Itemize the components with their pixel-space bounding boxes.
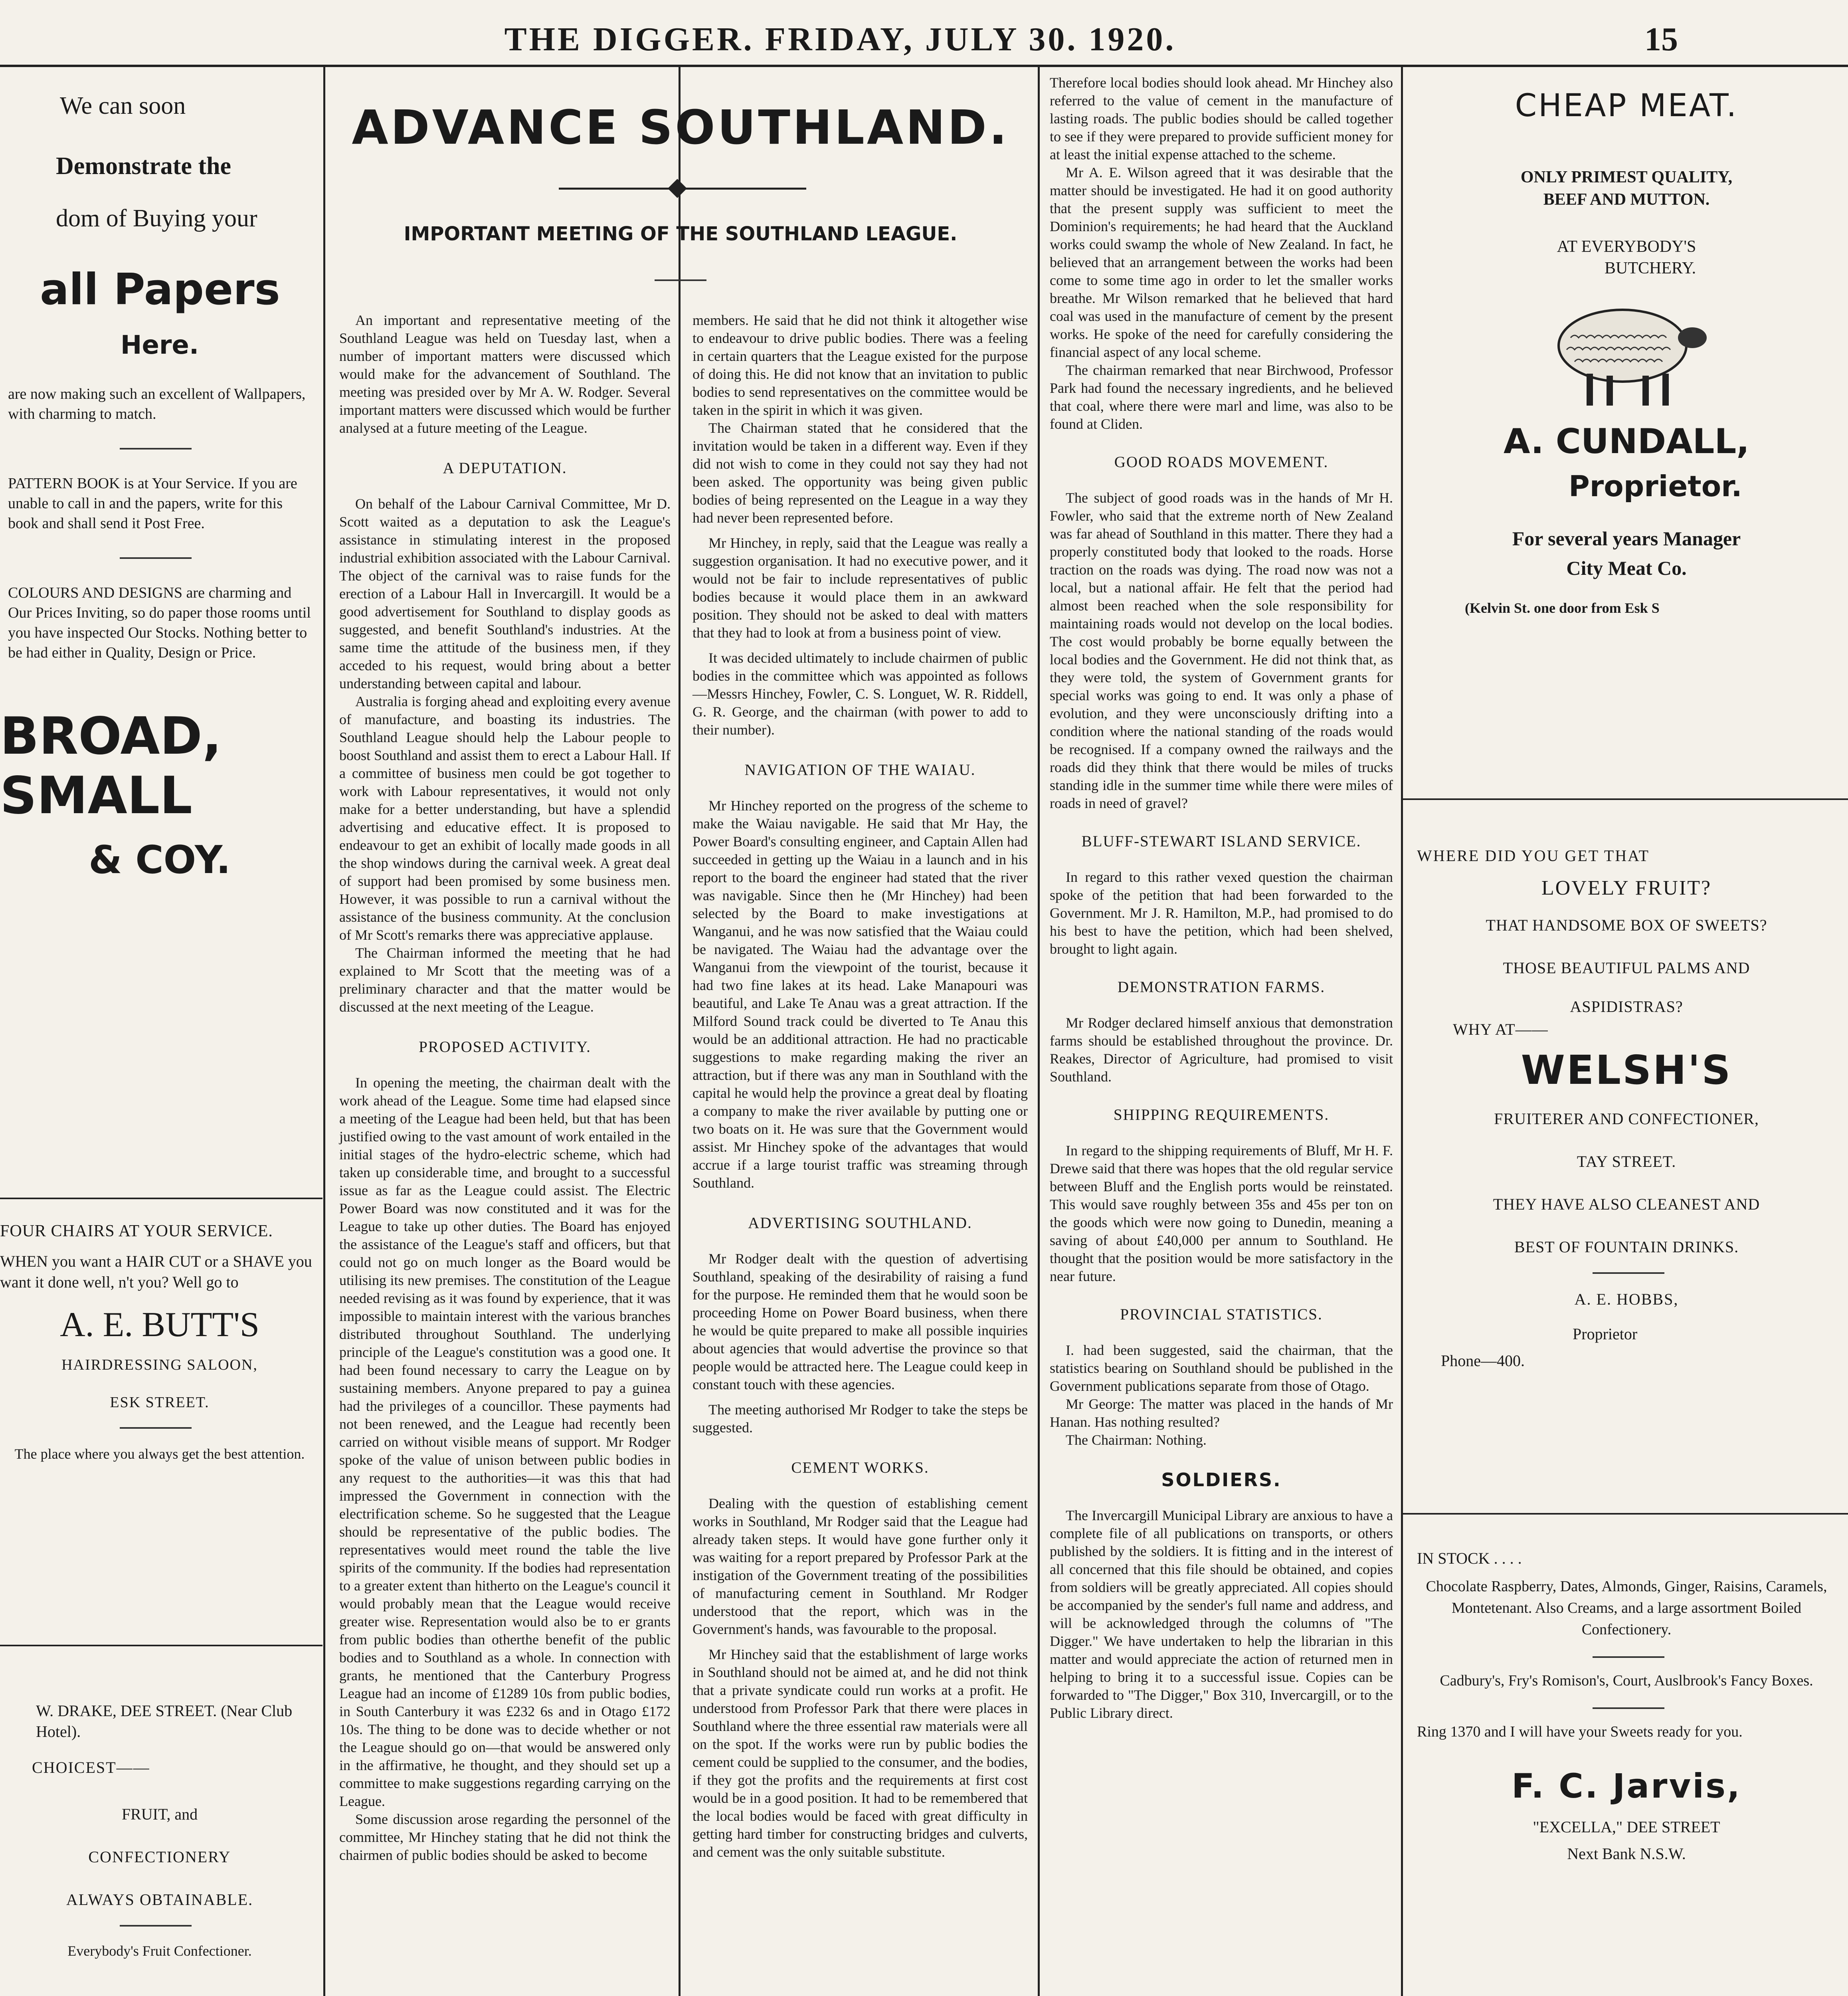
ad-line: ASPIDISTRAS? xyxy=(1570,998,1683,1016)
article-paragraph: The chairman remarked that near Birchwood, Professor Park had found the necessary ingredients, and he believed that coal, where there were marl and lime, was also to be found at Cliden. xyxy=(1050,362,1393,432)
article-paragraph: The Invercargill Municipal Library are anxious to have a complete file of all publications on transports, or others published by the soldiers. It is fitting and in the interest of all concerned that this file should be obtained, and copies from soldiers will be greatly appreciated. All copies should be accompanied by the sender's full name and address, and will be acknowledged through the columns of "The Digger." We have undertaken to help the librarian in this matter and would appreciate the action of returned men in helping to bring it to a successful issue. Copies can be forwarded to "The Digger," Box 310, Invercargill, or to the Public Library direct. xyxy=(1050,1507,1393,1721)
firm-name: BROAD, SMALL xyxy=(0,707,222,826)
sheep-illustration-icon xyxy=(1543,294,1710,410)
ad-line: We can soon xyxy=(60,92,186,119)
divider xyxy=(120,1925,192,1927)
business-name: WELSH'S xyxy=(1521,1047,1732,1093)
article-paragraph: The Chairman stated that he considered that the invitation would be taken in a different way. Even if they did not wish to come in they could not say they had not been asked. The opportunity was being given public bodies of being represented on the League in a way they had never been represented before. xyxy=(693,420,1028,526)
article-paragraph: members. He said that he did not think it altogether wise to endeavour to drive public bodies. There was a feeling in certain quarters that the League existed for the purpose of doing this. He did not know that an invitation to public bodies to send representatives on the committee would be taken in the spirit in which it was given. xyxy=(693,312,1028,418)
section-heading: BLUFF-STEWART ISLAND SERVICE. xyxy=(1081,833,1361,850)
ad-line: CHOICEST—— xyxy=(32,1758,150,1776)
ad-line: (Kelvin St. one door from Esk S xyxy=(1465,600,1660,616)
ad-line: AT EVERYBODY'S xyxy=(1557,238,1696,256)
masthead-title: THE DIGGER. FRIDAY, JULY 30. 1920. xyxy=(504,21,1176,58)
ad-line: dom of Buying your xyxy=(56,205,257,232)
ad-line: FRUITERER AND CONFECTIONER, xyxy=(1494,1110,1759,1128)
ad-paragraph: COLOURS AND DESIGNS are charming and Our Prices Inviting, so do paper those rooms until you have inspected Our Stocks. Nothing better to be had either in Quality, Design or Price. xyxy=(8,584,311,661)
article-paragraph: Dealing with the question of establishing cement works in Southland, Mr Rodger said that the League had already taken steps. It would have gone further only it was waiting for a report prepared by Professor Park at the instigation of the Government treating of the possibilities of manufacturing cement in Southland. Mr Rodger understood that the report, which was in the Government's hands, was favourable to the proposal. xyxy=(693,1495,1028,1637)
ad-line: Here. xyxy=(120,331,199,360)
ad-meat xyxy=(1409,88,1844,616)
article-paragraph: On behalf of the Labour Carnival Committee, Mr D. Scott waited as a deputation to ask the League's assistance in stimulating interest in the proposed industrial exhibition associated with the Labour Carnival. The object of the carnival was to raise funds for the erection of a Labour Hall in Invercargill. It would be a good advertisement for Southland to display goods as suggested, and benefit Southland's industries. At the same time the attitude of the business men, if they acceded to his request, would bring about a better understanding between capital and labour. xyxy=(339,496,671,691)
article-column-1 xyxy=(339,311,671,1864)
ad-paragraph: WHEN you want a HAIR CUT or a SHAVE you want it done well, n't you? Well go to xyxy=(0,1252,312,1291)
article-paragraph: In opening the meeting, the chairman dealt with the work ahead of the League. Some time had elapsed since a meeting of the League had been held, but that has been justified owing to the vast amount of work entailed in the initial stages of the hydro-electric scheme, which had taken up considerable time, and brought to a successful issue as far as the League could assist. The Electric Power Board was now constituted and it was for the League to take up other duties. The Board has enjoyed the assistance of the League's staff and officers, but that could not go on much longer as the Board would be utilising its new premises. The constitution of the League needed revising as it was found by experience, that it was impossible to maintain interest with the various branches distributed throughout Southland. The underlying principle of the League's constitution was a good one. It had been found necessary to carry the League on by sustaining members. Anyone prepared to pay a guinea had the privileges of a councillor. These payments had not been renewed, and the League had recently been carried on without visible means of support. Mr Rodger spoke of the value of unison between public bodies in any request to the authorities—it was this that had impressed the Government in connection with the electrification scheme. So he suggested that the League should be representative of the public bodies. The representatives would meet round the table the live spirits of the community. If the bodies had representation to a greater extent than hitherto on the League's council it would probably mean that the League would receive greater wise. Representation would also be to er grants from public bodies than otherthe benefit of the public bodies and to Southland as a whole. In connection with grants, he mentioned that the Canterbury Progress League had an income of £1289 10s from public bodies, in South Canterbury it was £232 6s and in Otago £172 10s. The thing to be done was to decide whether or not the League should go on—that would be answered only in the affirmative, he thought, and they should set up a committee to make suggestions regarding carrying on the League. xyxy=(339,1075,671,1809)
ad-line: Demonstrate the xyxy=(56,152,231,180)
ad-line: W. DRAKE, DEE STREET. (Near Club Hotel). xyxy=(36,1702,293,1741)
article-paragraph: The Chairman informed the meeting that he had explained to Mr Scott that the meeting was of a preliminary character and that the matter would be discussed at the next meeting of the League. xyxy=(339,945,671,1015)
section-heading: A DEPUTATION. xyxy=(443,459,567,477)
business-title: Proprietor. xyxy=(1569,469,1742,503)
article-paragraph: Some discussion arose regarding the personnel of the committee, Mr Hinchey stating that he did not think the chairmen of public bodies should be asked to become xyxy=(339,1811,671,1863)
article-paragraph: Mr Hinchey reported on the progress of the scheme to make the Waiau navigable. He said that Mr Hay, the Power Board's consulting engineer, and Captain Allen had succeeded in getting up the Waiau in a launch and in his report to the board the engineer had stated that the river was navigable. Since then he (Mr Hinchey) had been selected by the Board to make investigations at Wanganui, and he was now satisfied that the Waiau could be navigated. The Waiau had the advantage over the Wanganui from the viewpoint of the tourist, because it had two fine lakes at its head. Lake Manapouri was beautiful, and Lake Te Anau was a great attraction. If the Milford Sound track could be diverted to Te Anau this would be an additional attraction. He had no practicable suggestions to make regarding making the river an attraction, but if there was any man in Southland with the capital he would help the province a great deal by floating a company to make the river available by putting one or two boats on it. He was sure that the Government would assist. Mr Hinchey spoke of the advantages that would accrue if a large tourist traffic was streaming through Southland. xyxy=(693,798,1028,1191)
article-paragraph: Mr Rodger declared himself anxious that demonstration farms should be established throughout the province. Dr. Reakes, Director of Agriculture, had promised to visit Southland. xyxy=(1050,1015,1393,1085)
article-paragraph: Mr A. E. Wilson agreed that it was desirable that the matter should be investigated. He had it on good authority that the present supply was sufficient to meet the Dominion's requirements; he had heard that the Auckland works could swamp the whole of New Zealand. In fact, he believed that an arrangement between the works had been come to some time ago in order to let the smaller works breathe. Mr Wilson remarked that he believed that hard coal was used in the manufacture of cement by the present works. He spoke of the need for carefully considering the financial aspect of any local scheme. xyxy=(1050,164,1393,360)
section-heading: SOLDIERS. xyxy=(1161,1469,1282,1491)
ad-line: BUTCHERY. xyxy=(1605,259,1696,277)
page-number: 15 xyxy=(1644,21,1678,58)
ad-drake xyxy=(0,1701,319,1959)
ad-line: ONLY PRIMEST QUALITY, xyxy=(1520,168,1733,186)
article-paragraph: An important and representative meeting of the Southland League was held on Tuesday last, when a number of important matters were discussed which would make for the advancement of Southland. The meeting was presided over by Mr A. W. Rodger. Several important matters were discussed which would be further analysed at a future meeting of the League. xyxy=(339,312,671,436)
column-rule xyxy=(1401,66,1403,1996)
ad-line: THOSE BEAUTIFUL PALMS AND xyxy=(1503,959,1750,977)
ad-line: For several years Manager xyxy=(1512,527,1741,550)
section-heading: GOOD ROADS MOVEMENT. xyxy=(1114,453,1329,471)
article-paragraph: In regard to the shipping requirements of Bluff, Mr H. F. Drewe said that there was hopes that the old regular service between Bluff and the English ports would be reinstated. This would save roughly between 35s and 45s per ton on the goods which were now going to Dunedin, meaning a saving of about £40,000 per annum to Southland. He thought that the position would be more satisfactory in the near future. xyxy=(1050,1143,1393,1284)
ad-jarvis xyxy=(1409,1549,1844,1863)
article-paragraph: Australia is forging ahead and exploiting every avenue of manufacture, and boasting its industries. The Southland League should help the Labour people to boost Southland and assist them to erect a Labour Hall. If a committee of business men could be got together to work with Labour representatives, it would not only make for a better understanding, but have a splendid advertising and educative effect. It is proposed to endeavour to get an exhibit of locally made goods in all the shop windows during the carnival week. A great deal of support had been promised by some business men. However, it was possible to run a carnival without the assistance of the business community. At the conclusion of Mr Scott's remarks there was appreciative applause. xyxy=(339,693,671,943)
divider xyxy=(120,557,192,559)
divider xyxy=(120,448,192,449)
ad-line: Everybody's Fruit Confectioner. xyxy=(67,1943,252,1959)
section-heading: SHIPPING REQUIREMENTS. xyxy=(1113,1106,1330,1123)
ad-wallpaper xyxy=(0,92,319,882)
ad-line: WHY AT—— xyxy=(1453,1020,1548,1038)
ad-headline: all Papers xyxy=(40,265,280,315)
article-subhead: IMPORTANT MEETING OF THE SOUTHLAND LEAGUE. xyxy=(404,223,958,245)
article-column-3 xyxy=(1050,74,1393,1722)
article-paragraph: In regard to this rather vexed question the chairman spoke of the petition that had been forwarded to the Government. Mr J. R. Hamilton, M.P., had promised to do his best to have the petition, which had been shelved, brought to light again. xyxy=(1050,869,1393,957)
ad-paragraph: are now making such an excellent of Wallpapers, with charming to match. xyxy=(8,386,306,422)
ad-divider xyxy=(0,1198,323,1199)
ad-welsh xyxy=(1409,846,1844,1370)
section-heading: NAVIGATION OF THE WAIAU. xyxy=(744,761,976,778)
ad-headline: CHEAP MEAT. xyxy=(1515,88,1738,124)
section-heading: ADVERTISING SOUTHLAND. xyxy=(748,1214,972,1232)
firm-name: & COY. xyxy=(89,838,231,882)
section-heading: DEMONSTRATION FARMS. xyxy=(1117,978,1326,996)
divider xyxy=(1593,1272,1664,1274)
article-paragraph: The subject of good roads was in the hands of Mr H. Fowler, who said that the extreme north of New Zealand was far ahead of Southland in this matter. There they had a properly constituted body that looked to the roads. Horse traction on the roads was dying. The road now was not a local, but a national affair. He felt that the period had almost been reached when the sole responsibility for maintaining roads would not develop on the local bodies. The cost would probably be borne equally between the local bodies and the Government. He did not think that, as they were told, the system of Government grants for special works was going to end. It was only a phase of evolution, and they were unconsciously drifting into a condition where the national standing of the roads would be recognised. If a company owned the railways and the roads did they think that there would be miles of trucks standing idle in the summer time while there were miles of roads in need of gravel? xyxy=(1050,490,1393,811)
ad-line: FRUIT, and xyxy=(121,1805,198,1823)
article-paragraph: Mr Hinchey said that the establishment of large works in Southland should not be aimed at, and he did not think that a private syndicate could run works at a profit. He understood from Professor Park that there were places in Southland where the three essential raw materials were all on the spot. If the works were run by public bodies the cement could be supplied to the consumer, and the bodies, if they got the profits and the requirements at first cost would be in a good position. It had to be remembered that the local bodies would be faced with great difficulty in getting hard timber for constructing bridges and culverts, and cement was the only suitable substitute. xyxy=(693,1646,1028,1860)
business-name: F. C. Jarvis, xyxy=(1512,1766,1741,1806)
ad-line: ESK STREET. xyxy=(110,1394,210,1411)
ad-line: TAY STREET. xyxy=(1577,1152,1676,1170)
article-column-2 xyxy=(693,311,1028,1861)
divider xyxy=(1593,1707,1664,1709)
article-paragraph: Mr Rodger dealt with the question of advertising Southland, speaking of the desirability of raising a fund for the purpose. He reminded them that he would soon be proceeding Home on Power Board business, when there he would be quite prepared to make all possible inquiries about agencies that would advertise the province so that people would be attracted here. The League could keep in constant touch with these agencies. xyxy=(693,1251,1028,1392)
divider xyxy=(120,1427,192,1429)
ad-line: CONFECTIONERY xyxy=(88,1848,231,1866)
ad-line: Cadbury's, Fry's Romison's, Court, Auslbrook's Fancy Boxes. xyxy=(1440,1672,1813,1689)
ad-line: BEST OF FOUNTAIN DRINKS. xyxy=(1514,1238,1739,1256)
ornament-diamond-icon xyxy=(668,179,687,198)
ad-line: City Meat Co. xyxy=(1566,557,1687,579)
ad-line: A. E. HOBBS, xyxy=(1574,1290,1679,1308)
column-rule xyxy=(1038,66,1040,1996)
ad-line: Ring 1370 and I will have your Sweets ready for you. xyxy=(1417,1723,1743,1740)
article-paragraph: Therefore local bodies should look ahead. Mr Hinchey also referred to the value of cement in the manufacture of lasting roads. The public bodies should be called together to see if they were prepared to provide sufficient money for at least the initial expense attached to the scheme. xyxy=(1050,75,1393,162)
ad-line: ALWAYS OBTAINABLE. xyxy=(66,1891,253,1909)
business-name: A. E. BUTT'S xyxy=(60,1305,259,1344)
ad-line: Chocolate Raspberry, Dates, Almonds, Ginger, Raisins, Caramels, Montetenant. Also Creams, and a large assortment Boiled Confectionery. xyxy=(1426,1578,1827,1638)
column-rule xyxy=(323,66,325,1996)
section-heading: CEMENT WORKS. xyxy=(791,1459,929,1476)
section-heading: PROPOSED ACTIVITY. xyxy=(419,1038,591,1055)
ad-divider xyxy=(1402,1513,1848,1515)
ad-line: "EXCELLA," DEE STREET xyxy=(1533,1818,1720,1836)
divider xyxy=(1593,1656,1664,1658)
column-rule xyxy=(679,66,681,1996)
divider xyxy=(655,279,706,281)
ad-line: THAT HANDSOME BOX OF SWEETS? xyxy=(1486,916,1767,934)
ad-line: HAIRDRESSING SALOON, xyxy=(61,1356,258,1373)
ad-line: LOVELY FRUIT? xyxy=(1541,877,1712,899)
ad-line: THEY HAVE ALSO CLEANEST AND xyxy=(1493,1195,1760,1213)
ad-divider xyxy=(1402,798,1848,800)
article-headline: ADVANCE SOUTHLAND. xyxy=(352,100,1009,155)
ad-line: Next Bank N.S.W. xyxy=(1567,1845,1686,1863)
business-name: A. CUNDALL, xyxy=(1504,422,1749,461)
ad-line: The place where you always get the best attention. xyxy=(14,1446,305,1462)
ad-line: Phone—400. xyxy=(1441,1352,1525,1370)
ad-barber xyxy=(0,1222,319,1463)
section-heading: PROVINCIAL STATISTICS. xyxy=(1120,1306,1323,1323)
article-paragraph: Mr George: The matter was placed in the hands of Mr Hanan. Has nothing resulted? xyxy=(1050,1396,1393,1430)
ad-line: WHERE DID YOU GET THAT xyxy=(1417,847,1650,865)
ad-line: BEEF AND MUTTON. xyxy=(1543,190,1710,209)
article-paragraph: Mr Hinchey, in reply, said that the League was really a suggestion organisation. It had no executive power, and it would not be fair to include representatives of public bodies because it would place them in an awkward position. They should not be asked to deal with matters that they had to look at from a business point of view. xyxy=(693,535,1028,641)
ad-line: IN STOCK . . . . xyxy=(1417,1549,1522,1567)
ad-line: FOUR CHAIRS AT YOUR SERVICE. xyxy=(0,1222,273,1240)
article-paragraph: The Chairman: Nothing. xyxy=(1066,1432,1207,1448)
ad-divider xyxy=(0,1645,323,1646)
article-paragraph: The meeting authorised Mr Rodger to take the steps be suggested. xyxy=(693,1402,1028,1436)
masthead-rule xyxy=(0,65,1848,67)
article-paragraph: I. had been suggested, said the chairman, that the statistics bearing on Southland should be published in the Government publications separate from those of Otago. xyxy=(1050,1342,1393,1394)
ad-paragraph: PATTERN BOOK is at Your Service. If you are unable to call in and the papers, write for this book and shall send it Post Free. xyxy=(8,475,297,532)
article-paragraph: It was decided ultimately to include chairmen of public bodies in the committee which was appointed as follows—Messrs Hinchey, Fowler, C. S. Longuet, W. R. Riddell, G. R. George, and the chairman (with power to add to their number). xyxy=(693,650,1028,738)
ad-line: Proprietor xyxy=(1573,1325,1638,1343)
